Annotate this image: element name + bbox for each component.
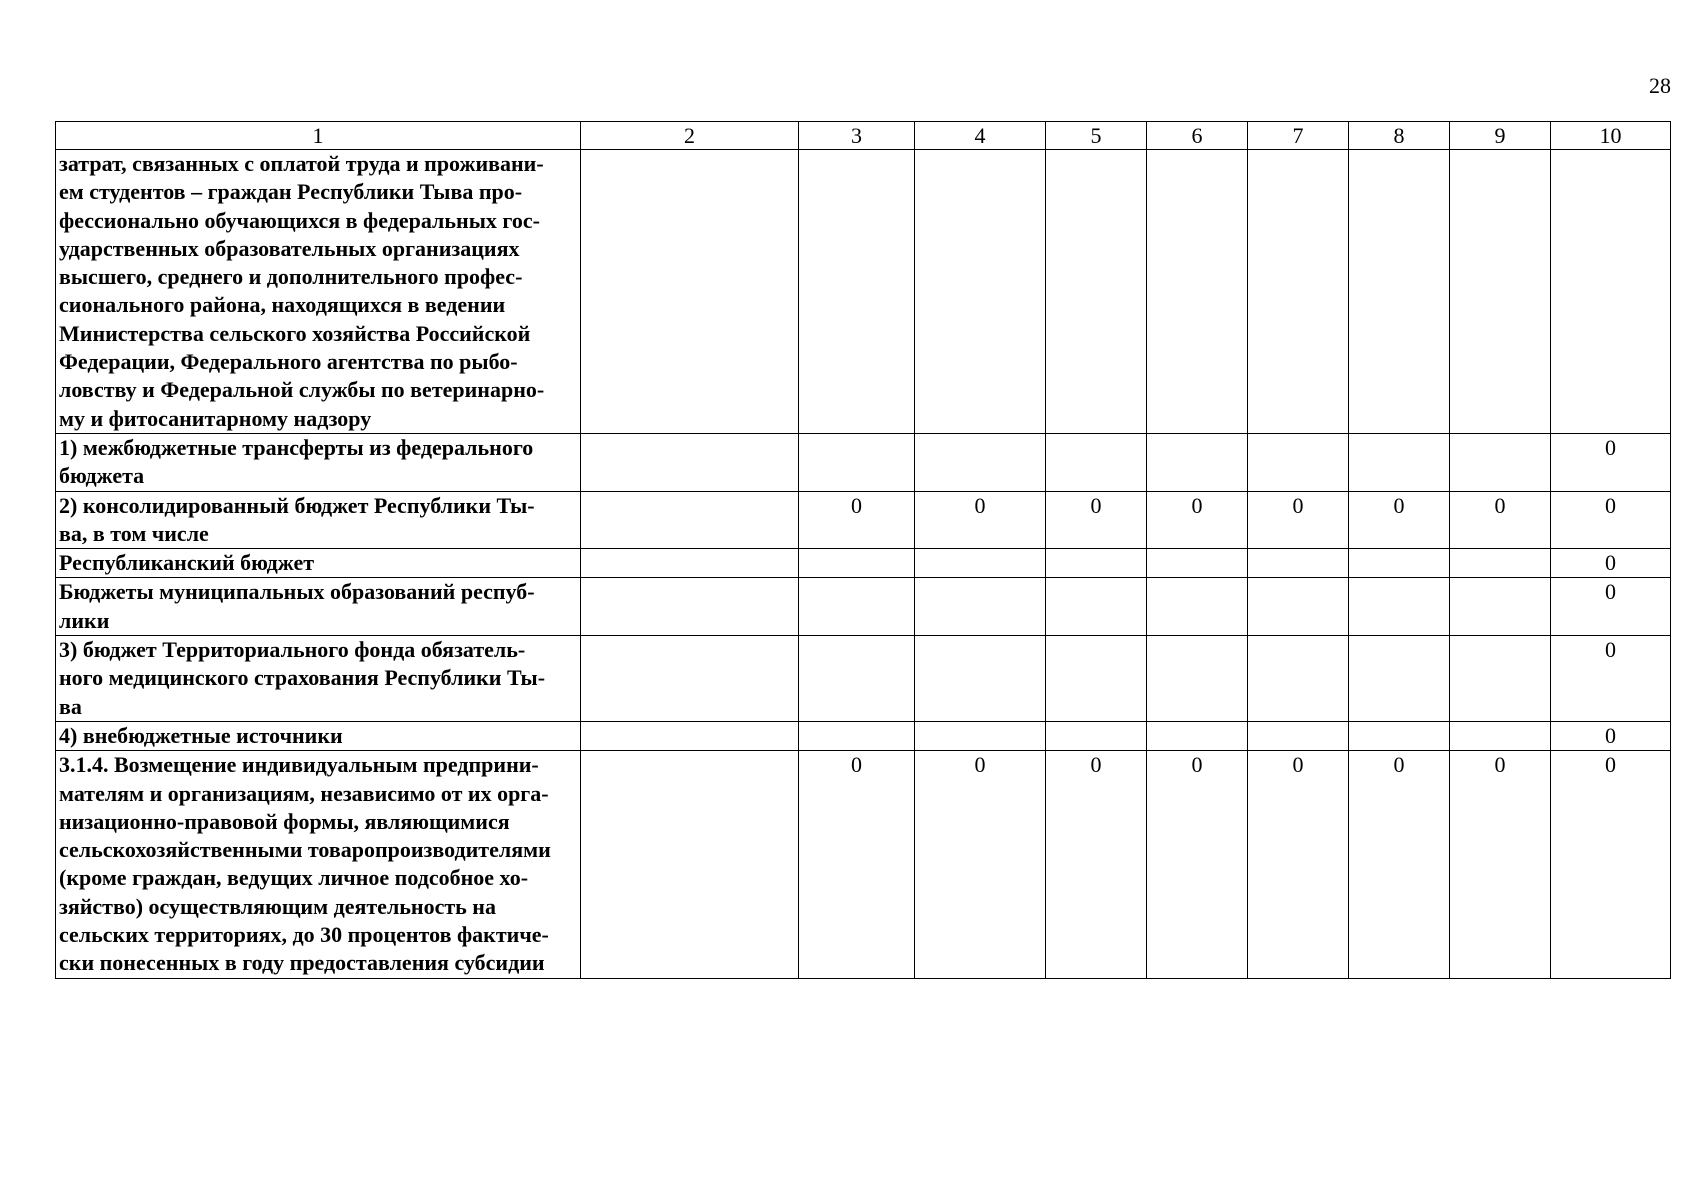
value-cell: 0 — [799, 491, 915, 549]
value-cell: 0 — [1046, 751, 1147, 978]
value-cell — [799, 433, 915, 491]
value-cell — [581, 549, 799, 578]
value-cell: 0 — [1248, 751, 1349, 978]
column-header: 5 — [1046, 122, 1147, 150]
value-cell — [581, 491, 799, 549]
table-row — [56, 549, 1671, 578]
table-row — [56, 721, 1671, 750]
value-cell — [1248, 549, 1349, 578]
table-row — [56, 150, 1671, 434]
value-cell: 0 — [1450, 751, 1551, 978]
value-cell — [915, 433, 1046, 491]
value-cell: 0 — [1551, 578, 1671, 636]
value-cell — [915, 578, 1046, 636]
value-cell: 0 — [1551, 751, 1671, 978]
value-cell — [915, 549, 1046, 578]
row-label: Республиканский бюджет — [56, 549, 581, 578]
value-cell — [1046, 433, 1147, 491]
value-cell — [799, 636, 915, 722]
value-cell — [799, 721, 915, 750]
value-cell — [1046, 721, 1147, 750]
value-cell — [1248, 150, 1349, 434]
column-header: 2 — [581, 122, 799, 150]
header-row — [56, 122, 1671, 150]
row-label: 2) консолидированный бюджет Республики Ты- ва, в том числе — [56, 491, 581, 549]
value-cell — [1551, 150, 1671, 434]
value-cell — [915, 150, 1046, 434]
value-cell — [915, 636, 1046, 722]
value-cell: 0 — [1551, 549, 1671, 578]
value-cell — [1147, 578, 1248, 636]
value-cell — [581, 751, 799, 978]
value-cell — [1349, 578, 1450, 636]
value-cell — [1450, 721, 1551, 750]
value-cell — [1450, 636, 1551, 722]
value-cell — [1450, 150, 1551, 434]
value-cell — [1450, 549, 1551, 578]
column-header: 6 — [1147, 122, 1248, 150]
value-cell: 0 — [1349, 751, 1450, 978]
column-header: 9 — [1450, 122, 1551, 150]
value-cell — [1450, 433, 1551, 491]
column-header: 3 — [799, 122, 915, 150]
value-cell — [1450, 578, 1551, 636]
column-header: 7 — [1248, 122, 1349, 150]
value-cell — [1349, 433, 1450, 491]
value-cell — [1248, 433, 1349, 491]
value-cell — [1349, 636, 1450, 722]
value-cell — [799, 549, 915, 578]
table-row — [56, 578, 1671, 636]
row-label: 3) бюджет Территориального фонда обязатель- ного медицинского страхования Республики Ты- ва — [56, 636, 581, 722]
budget-table — [55, 121, 1671, 979]
value-cell — [1147, 150, 1248, 434]
value-cell: 0 — [1349, 491, 1450, 549]
column-header: 4 — [915, 122, 1046, 150]
column-header: 8 — [1349, 122, 1450, 150]
column-header: 10 — [1551, 122, 1671, 150]
value-cell — [581, 433, 799, 491]
value-cell — [1147, 433, 1248, 491]
value-cell: 0 — [915, 751, 1046, 978]
table-row — [56, 636, 1671, 722]
value-cell: 0 — [1147, 491, 1248, 549]
value-cell — [1046, 636, 1147, 722]
value-cell — [799, 578, 915, 636]
value-cell — [915, 721, 1046, 750]
value-cell — [1046, 578, 1147, 636]
row-label: 1) межбюджетные трансферты из федерального бюджета — [56, 433, 581, 491]
row-label: затрат, связанных с оплатой труда и проживани- ем студентов – граждан Республики Тыва про- фессионально обучающихся в федеральных гос- ударственных образовательных организациях высшего, среднего и дополнительного профес- сионального района, находящихся в ведении Министерства сельского хозяйства Российской Федерации, Федерального агентства по рыбо- ловству и Федеральной службы по ветеринарно- му и фитосанитарному надзору — [56, 150, 581, 434]
value-cell — [1147, 549, 1248, 578]
value-cell — [581, 578, 799, 636]
page-number: 28 — [1649, 73, 1671, 98]
value-cell: 0 — [799, 751, 915, 978]
value-cell — [1248, 578, 1349, 636]
value-cell — [1349, 150, 1450, 434]
value-cell — [1046, 150, 1147, 434]
value-cell — [1248, 721, 1349, 750]
value-cell — [1147, 636, 1248, 722]
value-cell: 0 — [1147, 751, 1248, 978]
value-cell — [1349, 721, 1450, 750]
value-cell: 0 — [1450, 491, 1551, 549]
table-row — [56, 491, 1671, 549]
value-cell — [581, 721, 799, 750]
row-label: 3.1.4. Возмещение индивидуальным предприни- мателям и организациям, независимо от их орга- низационно-правовой формы, являющимися сельскохозяйственными товаропроизводителями (кроме граждан, ведущих личное подсобное хо- зяйство) осуществляющим деятельность на сельских территориях, до 30 процентов фактиче- ски понесенных в году предоставления субсидии — [56, 751, 581, 978]
value-cell: 0 — [1551, 433, 1671, 491]
value-cell: 0 — [1551, 636, 1671, 722]
value-cell: 0 — [1551, 491, 1671, 549]
table-row — [56, 751, 1671, 978]
table-row — [56, 433, 1671, 491]
value-cell — [1046, 549, 1147, 578]
row-label: Бюджеты муниципальных образований респуб- лики — [56, 578, 581, 636]
row-label: 4) внебюджетные источники — [56, 721, 581, 750]
value-cell — [581, 150, 799, 434]
value-cell — [1248, 636, 1349, 722]
column-header: 1 — [56, 122, 581, 150]
value-cell — [1147, 721, 1248, 750]
value-cell — [1349, 549, 1450, 578]
value-cell: 0 — [1551, 721, 1671, 750]
value-cell: 0 — [915, 491, 1046, 549]
value-cell — [799, 150, 915, 434]
value-cell: 0 — [1248, 491, 1349, 549]
value-cell — [581, 636, 799, 722]
value-cell: 0 — [1046, 491, 1147, 549]
